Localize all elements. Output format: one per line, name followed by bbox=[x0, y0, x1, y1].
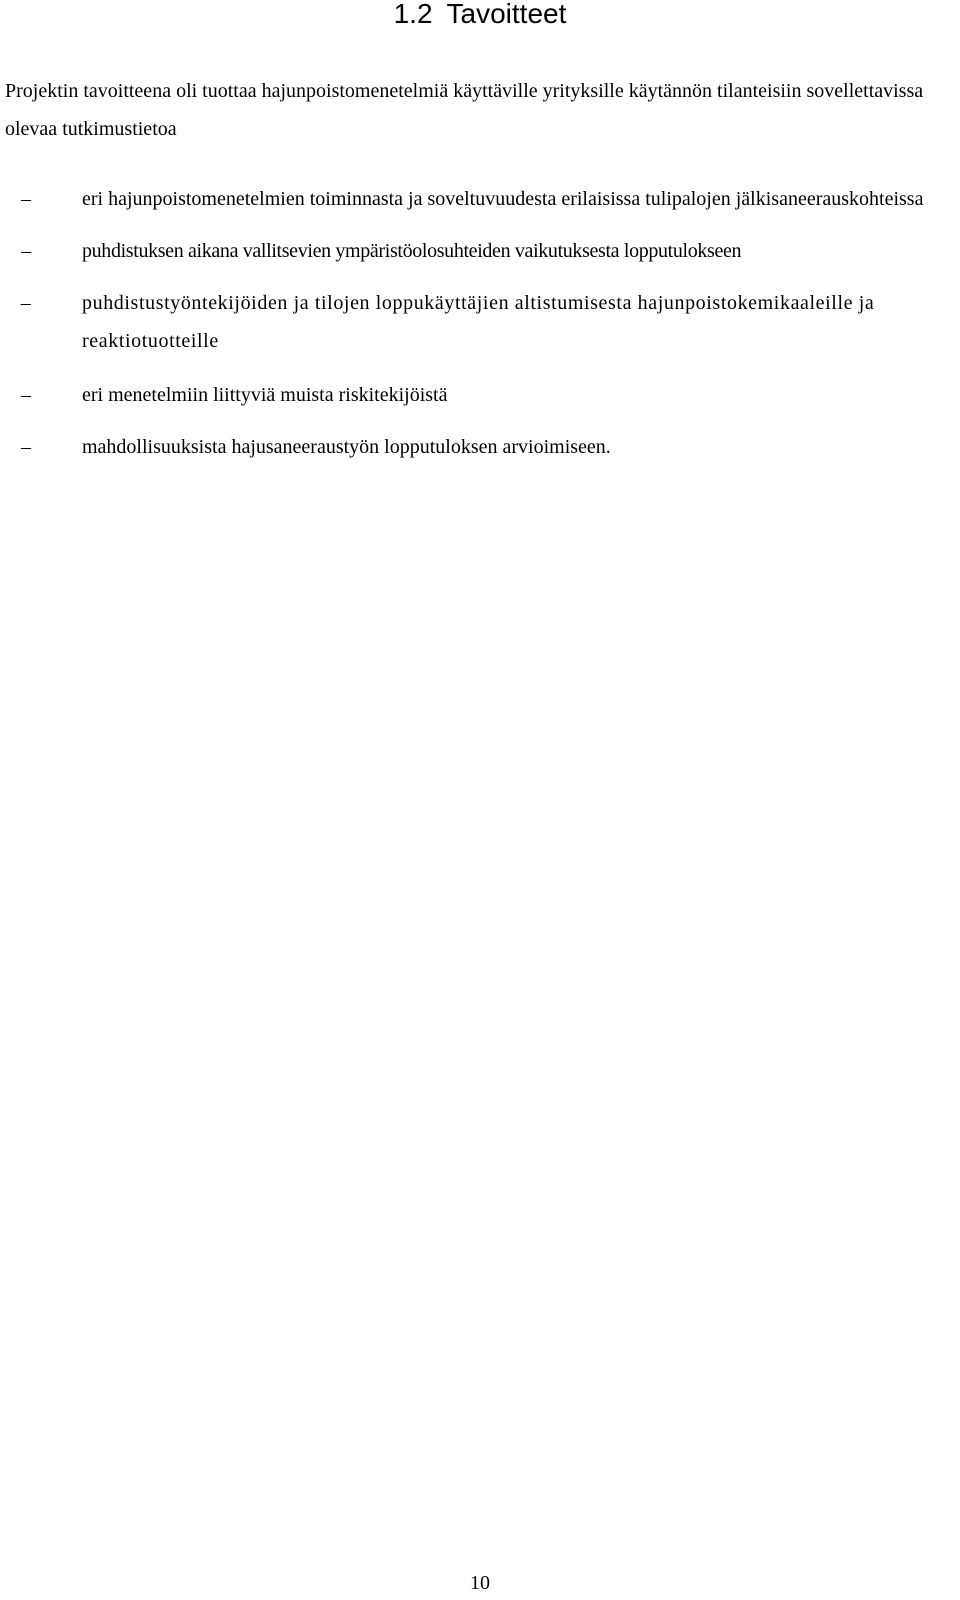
dash-bullet-icon: – bbox=[21, 188, 31, 210]
objectives-list bbox=[0, 180, 960, 466]
section-title: Tavoitteet bbox=[446, 0, 567, 29]
list-item-text: puhdistustyöntekijöiden ja tilojen loppukäyttäjien altistumisesta hajunpoistokemikaaleille ja reaktiotuotteille bbox=[82, 292, 875, 352]
list-item bbox=[0, 232, 950, 270]
list-item bbox=[0, 428, 950, 466]
list-item-text: eri hajunpoistomenetelmien toiminnasta ja soveltuvuudesta erilaisissa tulipalojen jälkisaneerauskohteissa bbox=[82, 188, 924, 210]
dash-bullet-icon: – bbox=[21, 436, 31, 458]
list-item-text: eri menetelmiin liittyviä muista riskitekijöistä bbox=[82, 384, 448, 406]
intro-paragraph: Projektin tavoitteena oli tuottaa hajunpoistomenetelmiä käyttäville yrityksille käytännön tilanteisiin sovellettavissa olevaa tutkimustietoa bbox=[5, 80, 924, 140]
dash-bullet-icon: – bbox=[21, 240, 31, 262]
section-number: 1.2 bbox=[393, 0, 433, 29]
list-item bbox=[0, 284, 950, 360]
list-item bbox=[0, 180, 950, 218]
list-item-text: puhdistuksen aikana vallitsevien ympäristöolosuhteiden vaikutuksesta lopputulokseen bbox=[82, 240, 742, 262]
list-item bbox=[0, 376, 950, 414]
section-heading bbox=[0, 0, 960, 34]
dash-bullet-icon: – bbox=[21, 384, 31, 406]
page-number: 10 bbox=[470, 1572, 490, 1594]
dash-bullet-icon: – bbox=[20, 292, 32, 314]
list-item-text: mahdollisuuksista hajusaneeraustyön lopputuloksen arvioimiseen. bbox=[82, 436, 611, 458]
